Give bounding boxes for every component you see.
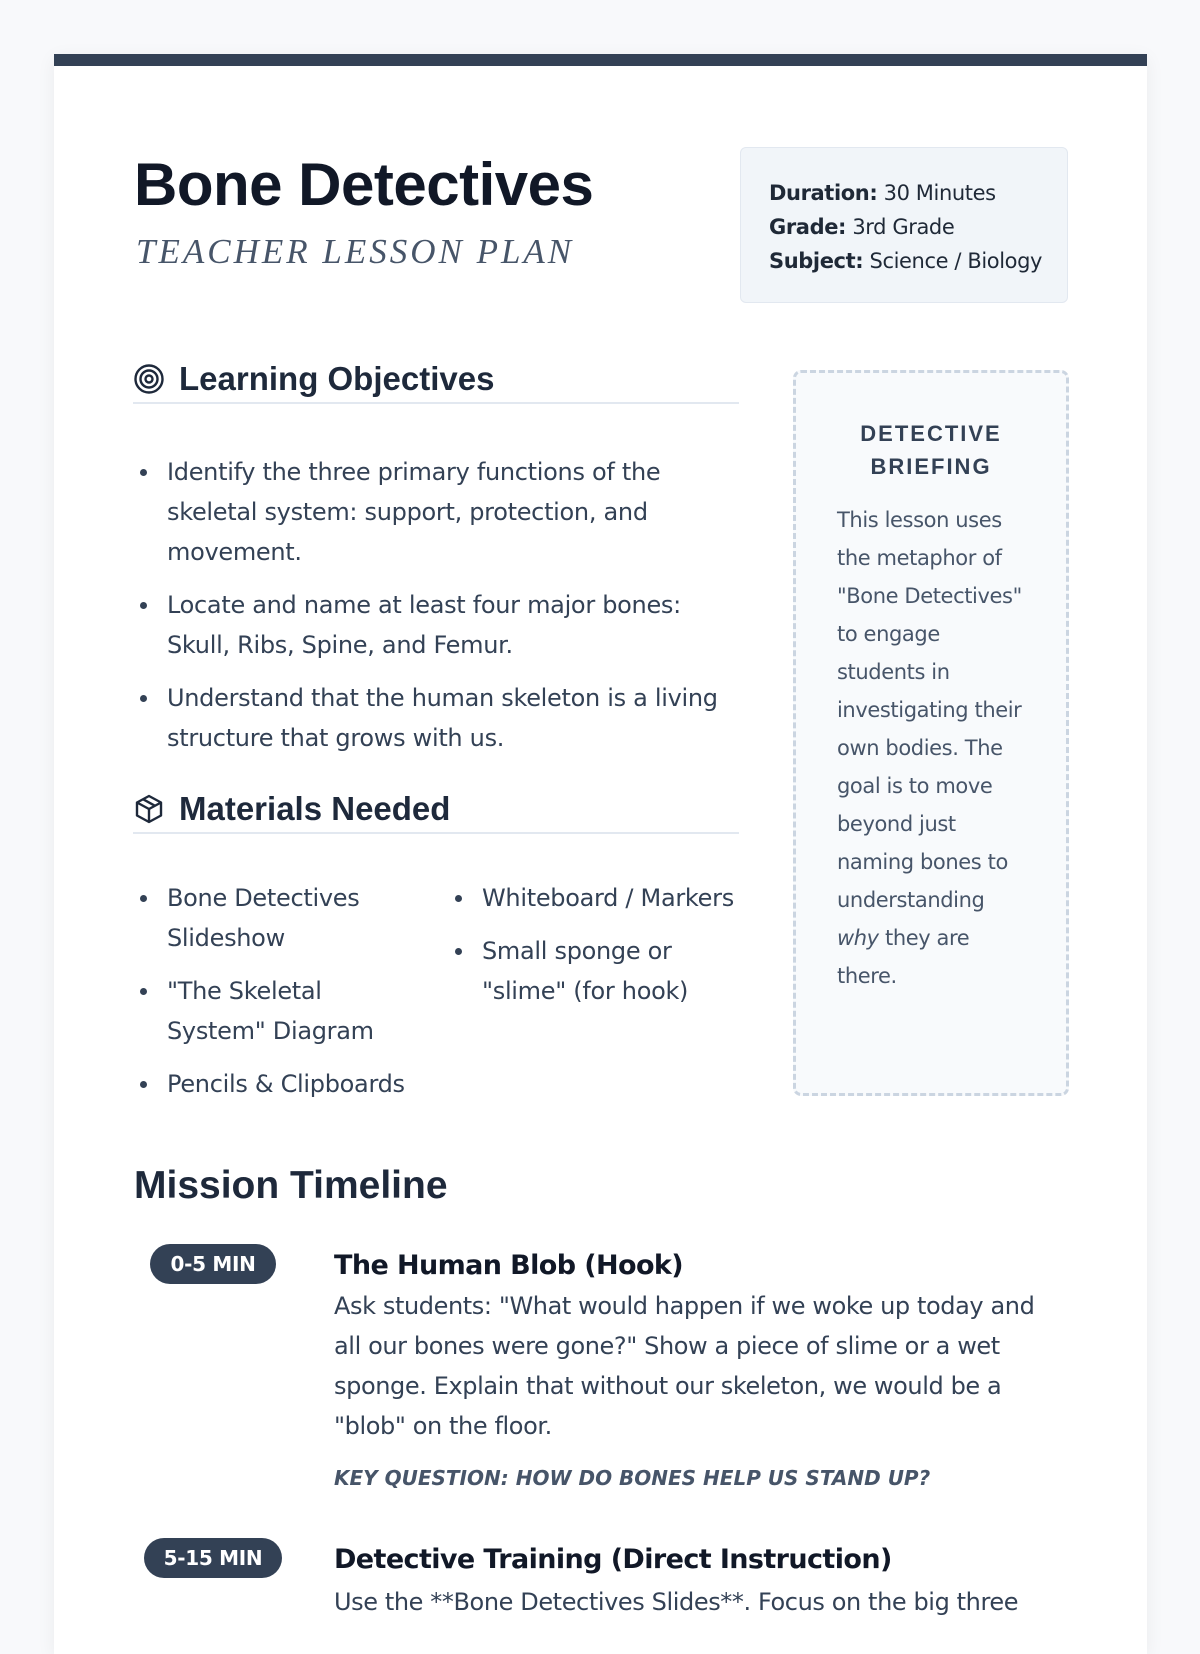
meta-duration: Duration: 30 Minutes bbox=[769, 181, 996, 205]
box-icon bbox=[133, 793, 165, 825]
time-badge: 0-5 MIN bbox=[150, 1244, 276, 1284]
step-description: Ask students: "What would happen if we woke up today and all our bones were gone?" Show a piece of slime or a wet sponge. Explain that without our skeleton, we would be a "blob" on the floor. bbox=[334, 1292, 1035, 1440]
page-title: Bone Detectives bbox=[134, 151, 594, 218]
meta-subject: Subject: Science / Biology bbox=[769, 249, 1043, 273]
step-title: Detective Training (Direct Instruction) bbox=[334, 1544, 892, 1575]
materials-list-right bbox=[448, 878, 738, 1024]
step-title: The Human Blob (Hook) bbox=[334, 1250, 683, 1281]
list-item: Identify the three primary functions of the skeletal system: support, protection, and movement. bbox=[133, 452, 743, 572]
list-item: Understand that the human skeleton is a living structure that grows with us. bbox=[133, 678, 743, 758]
briefing-heading: DETECTIVE BRIEFING bbox=[860, 421, 1002, 479]
timeline-heading: Mission Timeline bbox=[134, 1164, 448, 1207]
lesson-plan-page bbox=[54, 54, 1147, 1654]
objectives-heading: Learning Objectives bbox=[179, 360, 495, 397]
list-item: Bone Detectives Slideshow bbox=[133, 878, 423, 958]
list-item: "The Skeletal System" Diagram bbox=[133, 971, 423, 1051]
list-item: Small sponge or "slime" (for hook) bbox=[448, 931, 738, 1011]
list-item: Pencils & Clipboards bbox=[133, 1064, 423, 1104]
materials-heading: Materials Needed bbox=[179, 790, 451, 827]
list-item: Whiteboard / Markers bbox=[448, 878, 738, 918]
target-icon bbox=[133, 363, 165, 395]
materials-list-left bbox=[133, 878, 423, 1117]
detective-briefing-box bbox=[793, 370, 1069, 1096]
key-question: KEY QUESTION: HOW DO BONES HELP US STAND UP? bbox=[334, 1466, 931, 1490]
lesson-meta-card bbox=[740, 147, 1068, 303]
page-subtitle: TEACHER LESSON PLAN bbox=[136, 232, 575, 271]
objectives-header bbox=[133, 356, 739, 404]
list-item: Locate and name at least four major bones: Skull, Ribs, Spine, and Femur. bbox=[133, 585, 743, 665]
materials-header bbox=[133, 786, 739, 834]
meta-grade: Grade: 3rd Grade bbox=[769, 215, 955, 239]
objectives-list bbox=[133, 452, 743, 771]
step-description: Use the **Bone Detectives Slides**. Focus on the big three bbox=[334, 1588, 1019, 1616]
briefing-text: This lesson uses the metaphor of "Bone Detectives" to engage students in investigating their own bodies. The goal is to move beyond just naming bones to understanding why they are there. bbox=[837, 508, 1022, 988]
time-badge: 5-15 MIN bbox=[144, 1538, 282, 1578]
